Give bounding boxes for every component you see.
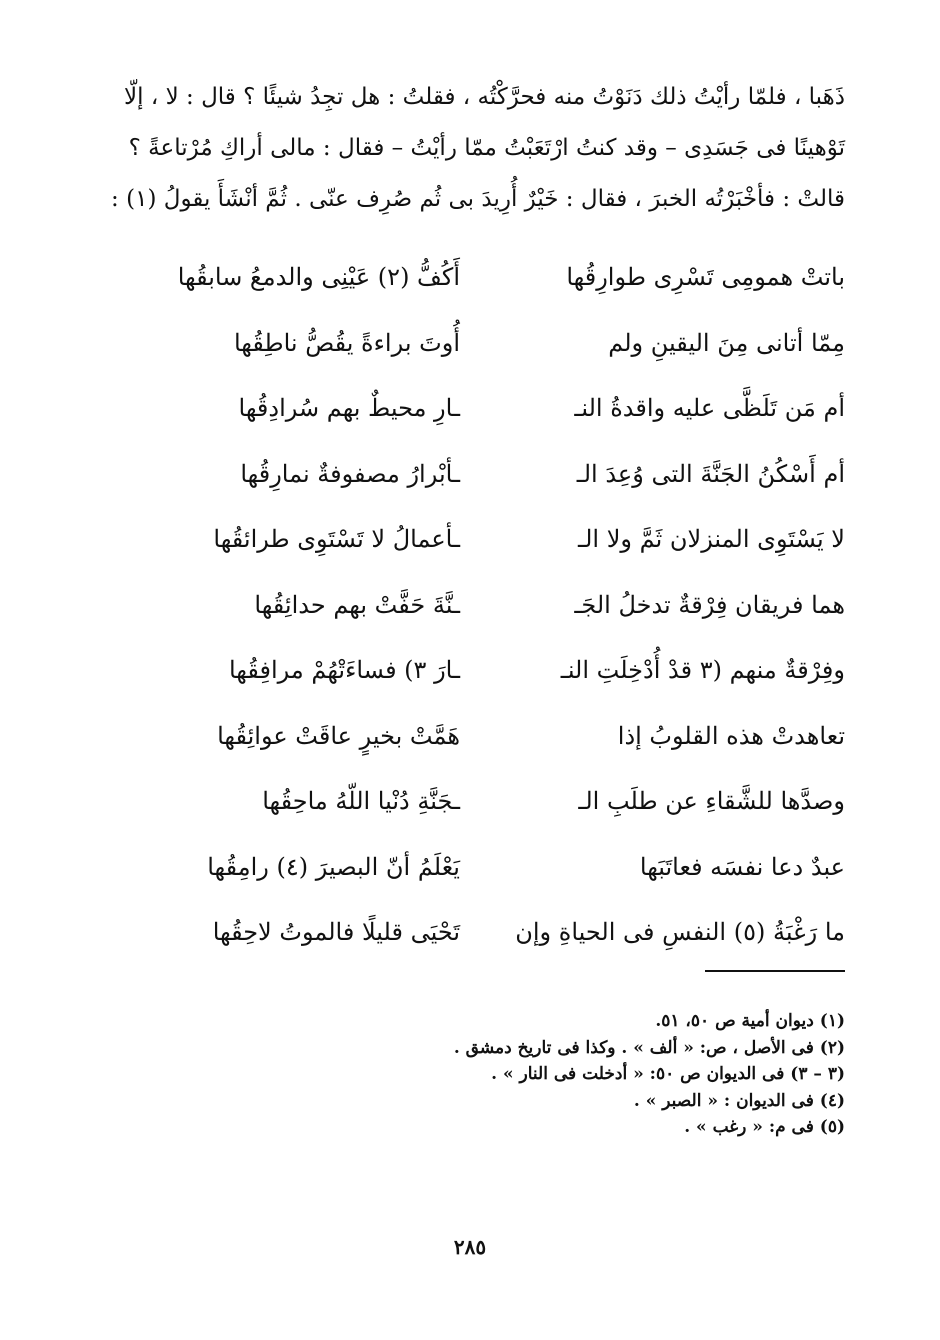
verse-second-hemistich: ـارِ محيطٌ بهم سُرادِقُها [238,394,460,422]
verse-line [130,769,845,835]
verse-first-hemistich: أم مَن تَلَظَّى عليه واقدةُ النـ [574,394,845,422]
verse-second-hemistich: ـأبْرارُ مصفوفةٌ نمارِقُها [240,459,460,488]
footnote-separator-rule [705,970,845,972]
verse-line [130,442,845,508]
footnote: (٢) فى الأصل ، ص: « ألف » . وكذا فى تاريخ دمشق . [453,1037,845,1058]
verse-first-hemistich: باتتْ همومِى تَسْرِى طوارِقُها [566,263,845,291]
prose-line: قالتْ : فأخْبَرْتُه الخبرَ ، فقال : خَيْرٌ أُرِيدَ بى ثُم صُرِف عنّى . ثُمَّ أنْشَأَ يقولُ (١) : [111,186,845,212]
footnote: (١) ديوان أمية ص ٥٠، ٥١. [655,1011,845,1031]
verse-line [130,638,845,704]
verse-first-hemistich: أم أَسْكُنُ الجَنَّةَ التى وُعِدَ الـ [576,459,845,488]
verse-second-hemistich: ـارَ ٣) فساءَتْهُمْ مرافِقُها [228,656,460,684]
verse-line [130,376,845,442]
verse-first-hemistich: عبدٌ دعا نفسَه فعاتَبَها [639,852,845,881]
footnotes [130,1008,845,1141]
verse-second-hemistich: أُوتَ براءةً يقُصُّ ناطِقُها [233,328,460,357]
verse-second-hemistich: ـنَّةَ حَفَّتْ بهم حدائِقُها [254,590,460,619]
verse-second-hemistich: يَعْلَمُ أنّ البصيرَ (٤) رامِقُها [207,852,460,881]
prose-line: ذَهَبا ، فلمّا رأيْتُ ذلك دَنَوْتُ منه فحرَّكْتُه ، فقلتُ : هل تجِدُ شيئًا ؟ قال : لا ، إلّا [124,84,845,110]
prose-line: تَوْهينًا فى جَسَدِى – وقد كنتُ ارْتَعَبْتُ ممّا رأيْتُ – فقال : مالى أراكِ مُرْتاعةً ؟ [128,135,845,161]
poem [130,245,845,966]
footnote: (٥) فى م: « رغب » . [684,1117,845,1137]
verse-first-hemistich: لا يَسْتَوِى المنزلان ثَمَّ ولا الـ [578,525,845,553]
verse-first-hemistich: ما رَغْبَةُ (٥) النفسِ فى الحياةِ وإن [515,918,845,946]
footnote: (٣ – ٣) فى الديوان ص ٥٠: « أدخلت فى النار » . [491,1064,845,1084]
page-number: ٢٨٥ [453,1235,487,1259]
verse-second-hemistich: ـجَنَّةِ دُنْيا اللّهُ ماحِقُها [262,787,460,815]
verse-first-hemistich: وفِرْقةٌ منهم (٣ قدْ أُدْخِلَتِ النـ [560,656,845,684]
verse-line [130,507,845,573]
verse-line [130,245,845,311]
verse-line [130,704,845,770]
verse-first-hemistich: هما فريقان فِرْقةٌ تدخلُ الجَـ [574,590,845,619]
footnote: (٤) فى الديوان : « الصبر » . [633,1090,845,1111]
verse-first-hemistich: وصدَّها للشَّقاءِ عن طلَبِ الـ [578,787,845,815]
verse-first-hemistich: تعاهدتْ هذه القلوبُ إذا [617,721,845,750]
verse-second-hemistich: أَكُفُّ (٢) عَيْنِى والدمعُ سابقُها [177,263,460,291]
verse-second-hemistich: تَحْيَى قليلًا فالموتُ لاحِقُها [212,918,460,946]
prose-paragraph [111,72,845,225]
verse-second-hemistich: ـأعمالُ لا تَسْتَوِى طرائقُها [213,525,460,553]
verse-second-hemistich: هَمَّتْ بخيرٍ عاقَتْ عوائِقُها [217,721,460,750]
verse-line [130,311,845,377]
verse-line [130,835,845,901]
verse-first-hemistich: مِمّا أتانى مِنَ اليقينِ ولم [608,328,845,357]
verse-line [130,573,845,639]
verse-line [130,900,845,966]
